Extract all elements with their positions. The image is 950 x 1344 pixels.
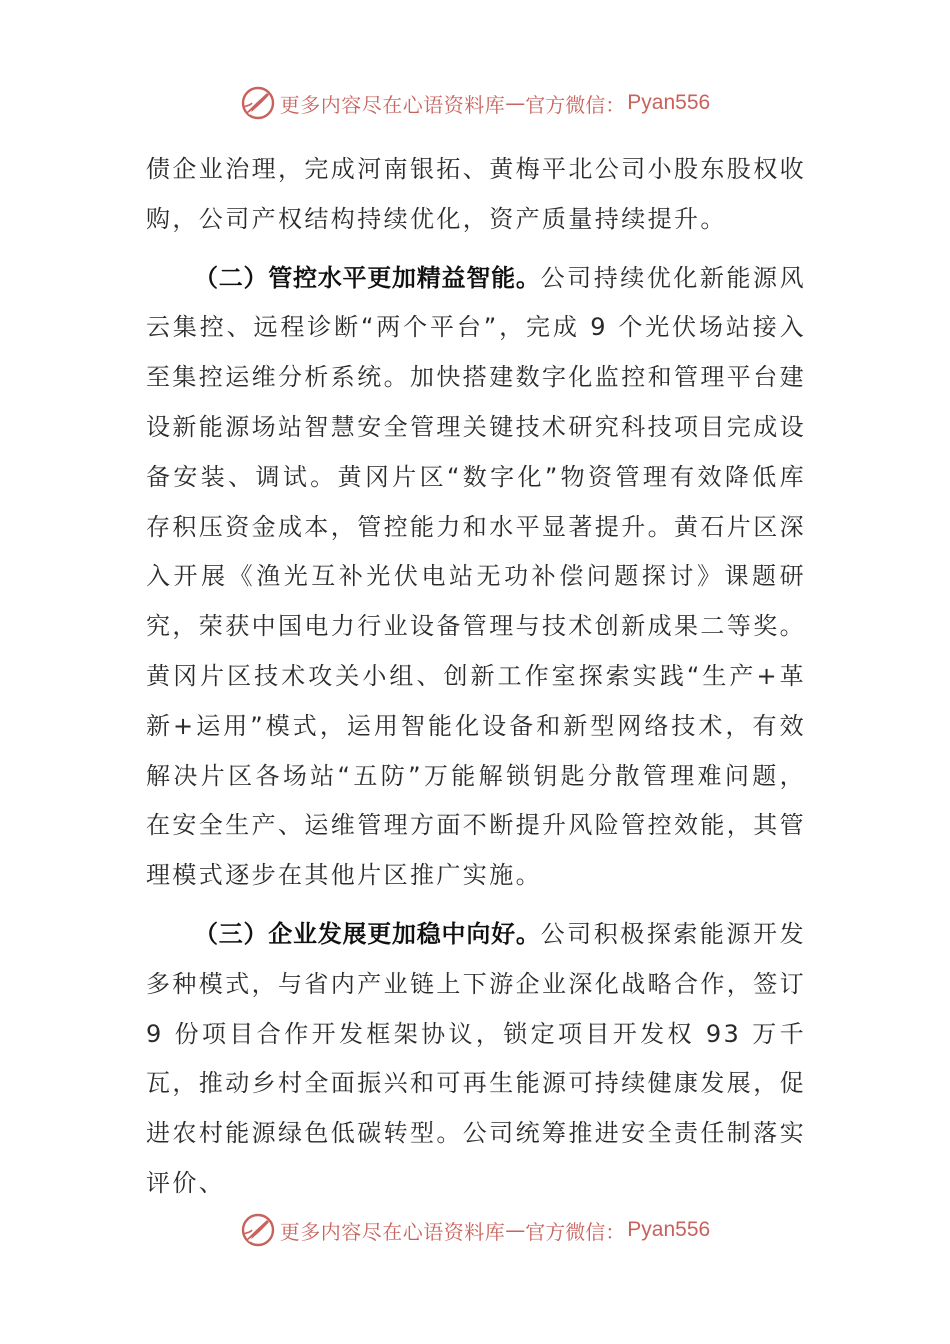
- paragraph-section-three: [146, 910, 806, 1209]
- banner-wechat-label: 官方微信：: [525, 1219, 626, 1244]
- paragraph-text: 债企业治理，完成河南银拓、黄梅平北公司小股东股权收购，公司产权结构持续优化，资产质量持续提升。: [146, 155, 806, 233]
- document-body: [146, 145, 806, 1209]
- banner-wechat-id: Pyan556: [627, 91, 711, 114]
- paragraph-text: 公司积极探索能源开发多种模式，与省内产业链上下游企业深化战略合作，签订 9 份项目合作开发框架协议，锁定项目开发权 93 万千瓦，推动乡村全面振兴和可再生能源可持续健康发展，促进农村能源绿色低碳转型。公司统筹推进安全责任制落实评价、: [146, 919, 806, 1197]
- header-banner: [0, 83, 950, 123]
- banner-site-text: 更多内容尽在心语资料库: [279, 92, 506, 117]
- banner-wechat-id: Pyan556: [627, 1218, 711, 1241]
- footer-banner: [0, 1210, 950, 1250]
- pen-logo-icon: [240, 85, 276, 121]
- banner-wechat-label: 官方微信：: [525, 92, 626, 117]
- section-heading: （三）企业发展更加稳中向好。: [194, 919, 541, 948]
- banner-site-text: 更多内容尽在心语资料库: [279, 1219, 506, 1244]
- paragraph-continuation: [146, 145, 806, 245]
- pen-logo-icon: [240, 1212, 276, 1248]
- section-heading: （二）管控水平更加精益智能。: [194, 263, 541, 292]
- banner-dash: —: [505, 1218, 526, 1242]
- paragraph-text: 公司持续优化新能源风云集控、远程诊断“两个平台”，完成 9 个光伏场站接入至集控运维分析系统。加快搭建数字化监控和管理平台建设新能源场站智慧安全管理关键技术研究科技项目完成设备安装、调试。黄冈片区“数字化”物资管理有效降低库存积压资金成本，管控能力和水平显著提升。黄石片区深入开展《渔光互补光伏电站无功补偿问题探讨》课题研究，荣获中国电力行业设备管理与技术创新成果二等奖。黄冈片区技术攻关小组、创新工作室探索实践“生产+革新+运用”模式，运用智能化设备和新型网络技术，有效解决片区各场站“五防”万能解锁钥匙分散管理难问题，在安全生产、运维管理方面不断提升风险管控效能，其管理模式逐步在其他片区推广实施。: [146, 263, 806, 890]
- banner-dash: —: [505, 91, 526, 115]
- paragraph-section-two: [146, 254, 806, 901]
